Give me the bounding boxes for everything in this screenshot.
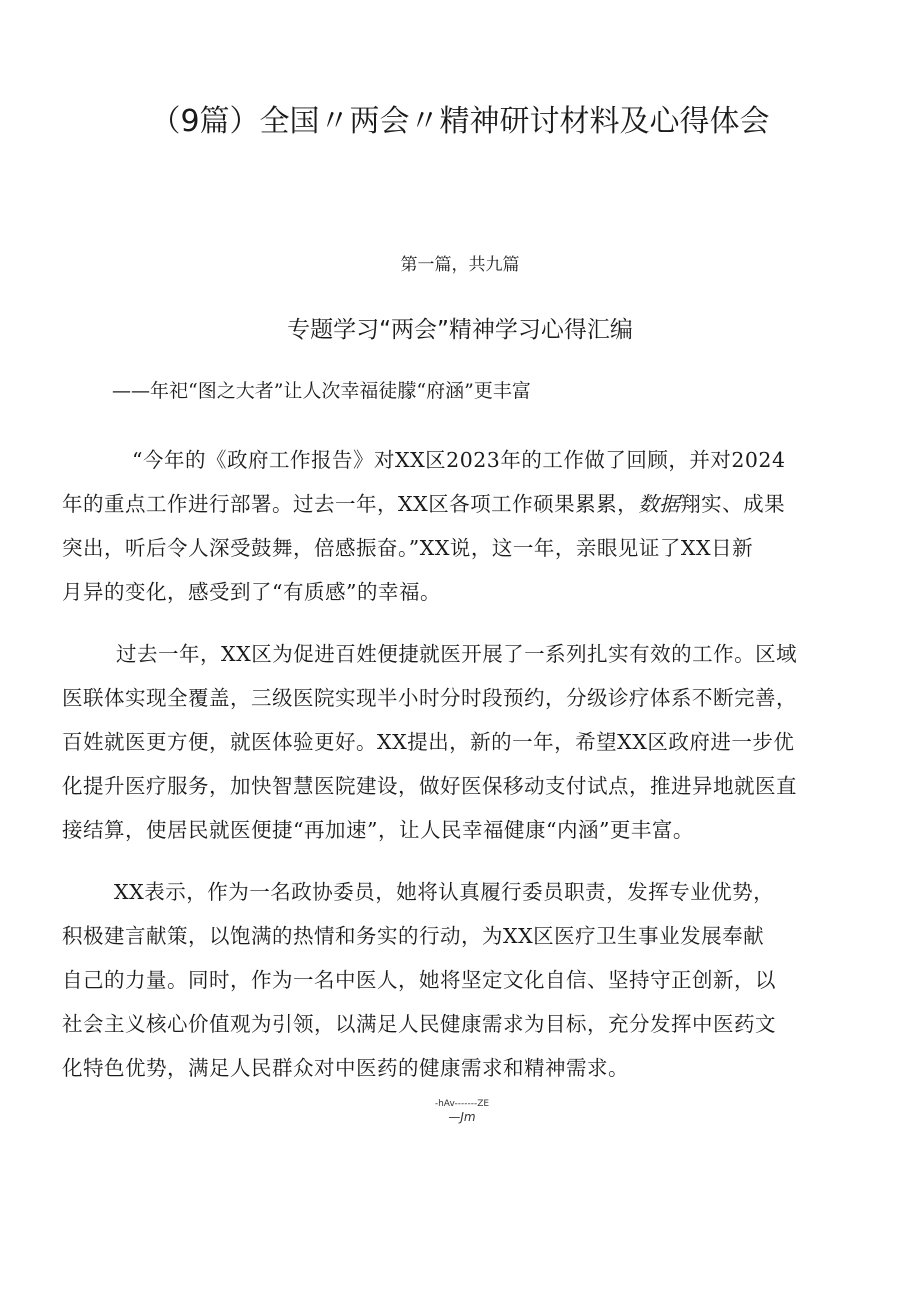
footer-mark — [432, 1098, 492, 1124]
paragraph-line — [62, 482, 862, 526]
footer-mark-bottom: —Jm — [448, 1110, 476, 1124]
paragraph-line: 过去一年，XX区为促进百姓便捷就医开展了一系列扎实有效的工作。区域 — [116, 642, 798, 666]
paragraph-line: “今年的《政府工作报告》对XX区2023年的工作做了回顾，并对2024 — [132, 448, 786, 472]
line-tail: 翔实、成果 — [680, 492, 786, 516]
paragraph-line: 突出，听后令人深受鼓舞，倍感振奋。”XX说，这一年，亲眼见证了XX日新 — [62, 536, 754, 560]
paragraph-line: 月异的变化，感受到了“有质感”的幸福。 — [62, 580, 441, 604]
footer-mark-top: -hAv-------ZE — [434, 1099, 490, 1109]
paragraph-line: XX表示，作为一名政协委员，她将认真履行委员职责，发挥专业优势， — [114, 880, 775, 904]
paragraph-line: 积极建言献策，以饱满的热情和务实的行动，为XX区医疗卫生事业发展奉献 — [62, 924, 765, 948]
section-subtitle: 专题学习“两会”精神学习心得汇编 — [287, 317, 633, 343]
paragraph-3 — [62, 870, 862, 1090]
paragraph-line: 百姓就医更方便，就医体验更好。XX提出，新的一年，希望XX区政府进一步优 — [62, 730, 795, 754]
section-tagline: ——年祀“图之大者”让人次幸福徒朦“府涵”更丰富 — [112, 380, 531, 402]
paragraph-line: 接结算，使居民就医便捷“再加速”，让人民幸福健康“内涵”更丰富。 — [62, 818, 694, 842]
paragraph-line: 化提升医疗服务，加快智慧医院建设，做好医保移动支付试点，推进异地就医直 — [62, 774, 797, 798]
document-title: （9篇）全国〃两会〃精神研讨材料及心得体会 — [150, 104, 770, 139]
part-label: 第一篇，共九篇 — [400, 255, 520, 275]
paragraph-line: 自己的力量。同时，作为一名中医人，她将坚定文化自信、坚持守正创新，以 — [62, 968, 776, 992]
line-text: 年的重点工作进行部署。过去一年，XX区各项工作硕果累累， — [62, 492, 639, 516]
paragraph-line: 化特色优势，满足人民群众对中医药的健康需求和精神需求。 — [62, 1056, 629, 1080]
paragraph-line: 医联体实现全覆盖，三级医院实现半小时分时段预约，分级诊疗体系不断完善， — [62, 686, 797, 710]
emphasis-text: 数据 — [638, 492, 681, 516]
paragraph-2 — [62, 632, 862, 852]
paragraph-1 — [62, 438, 862, 614]
paragraph-line: 社会主义核心价值观为引领，以满足人民健康需求为目标，充分发挥中医药文 — [62, 1012, 776, 1036]
